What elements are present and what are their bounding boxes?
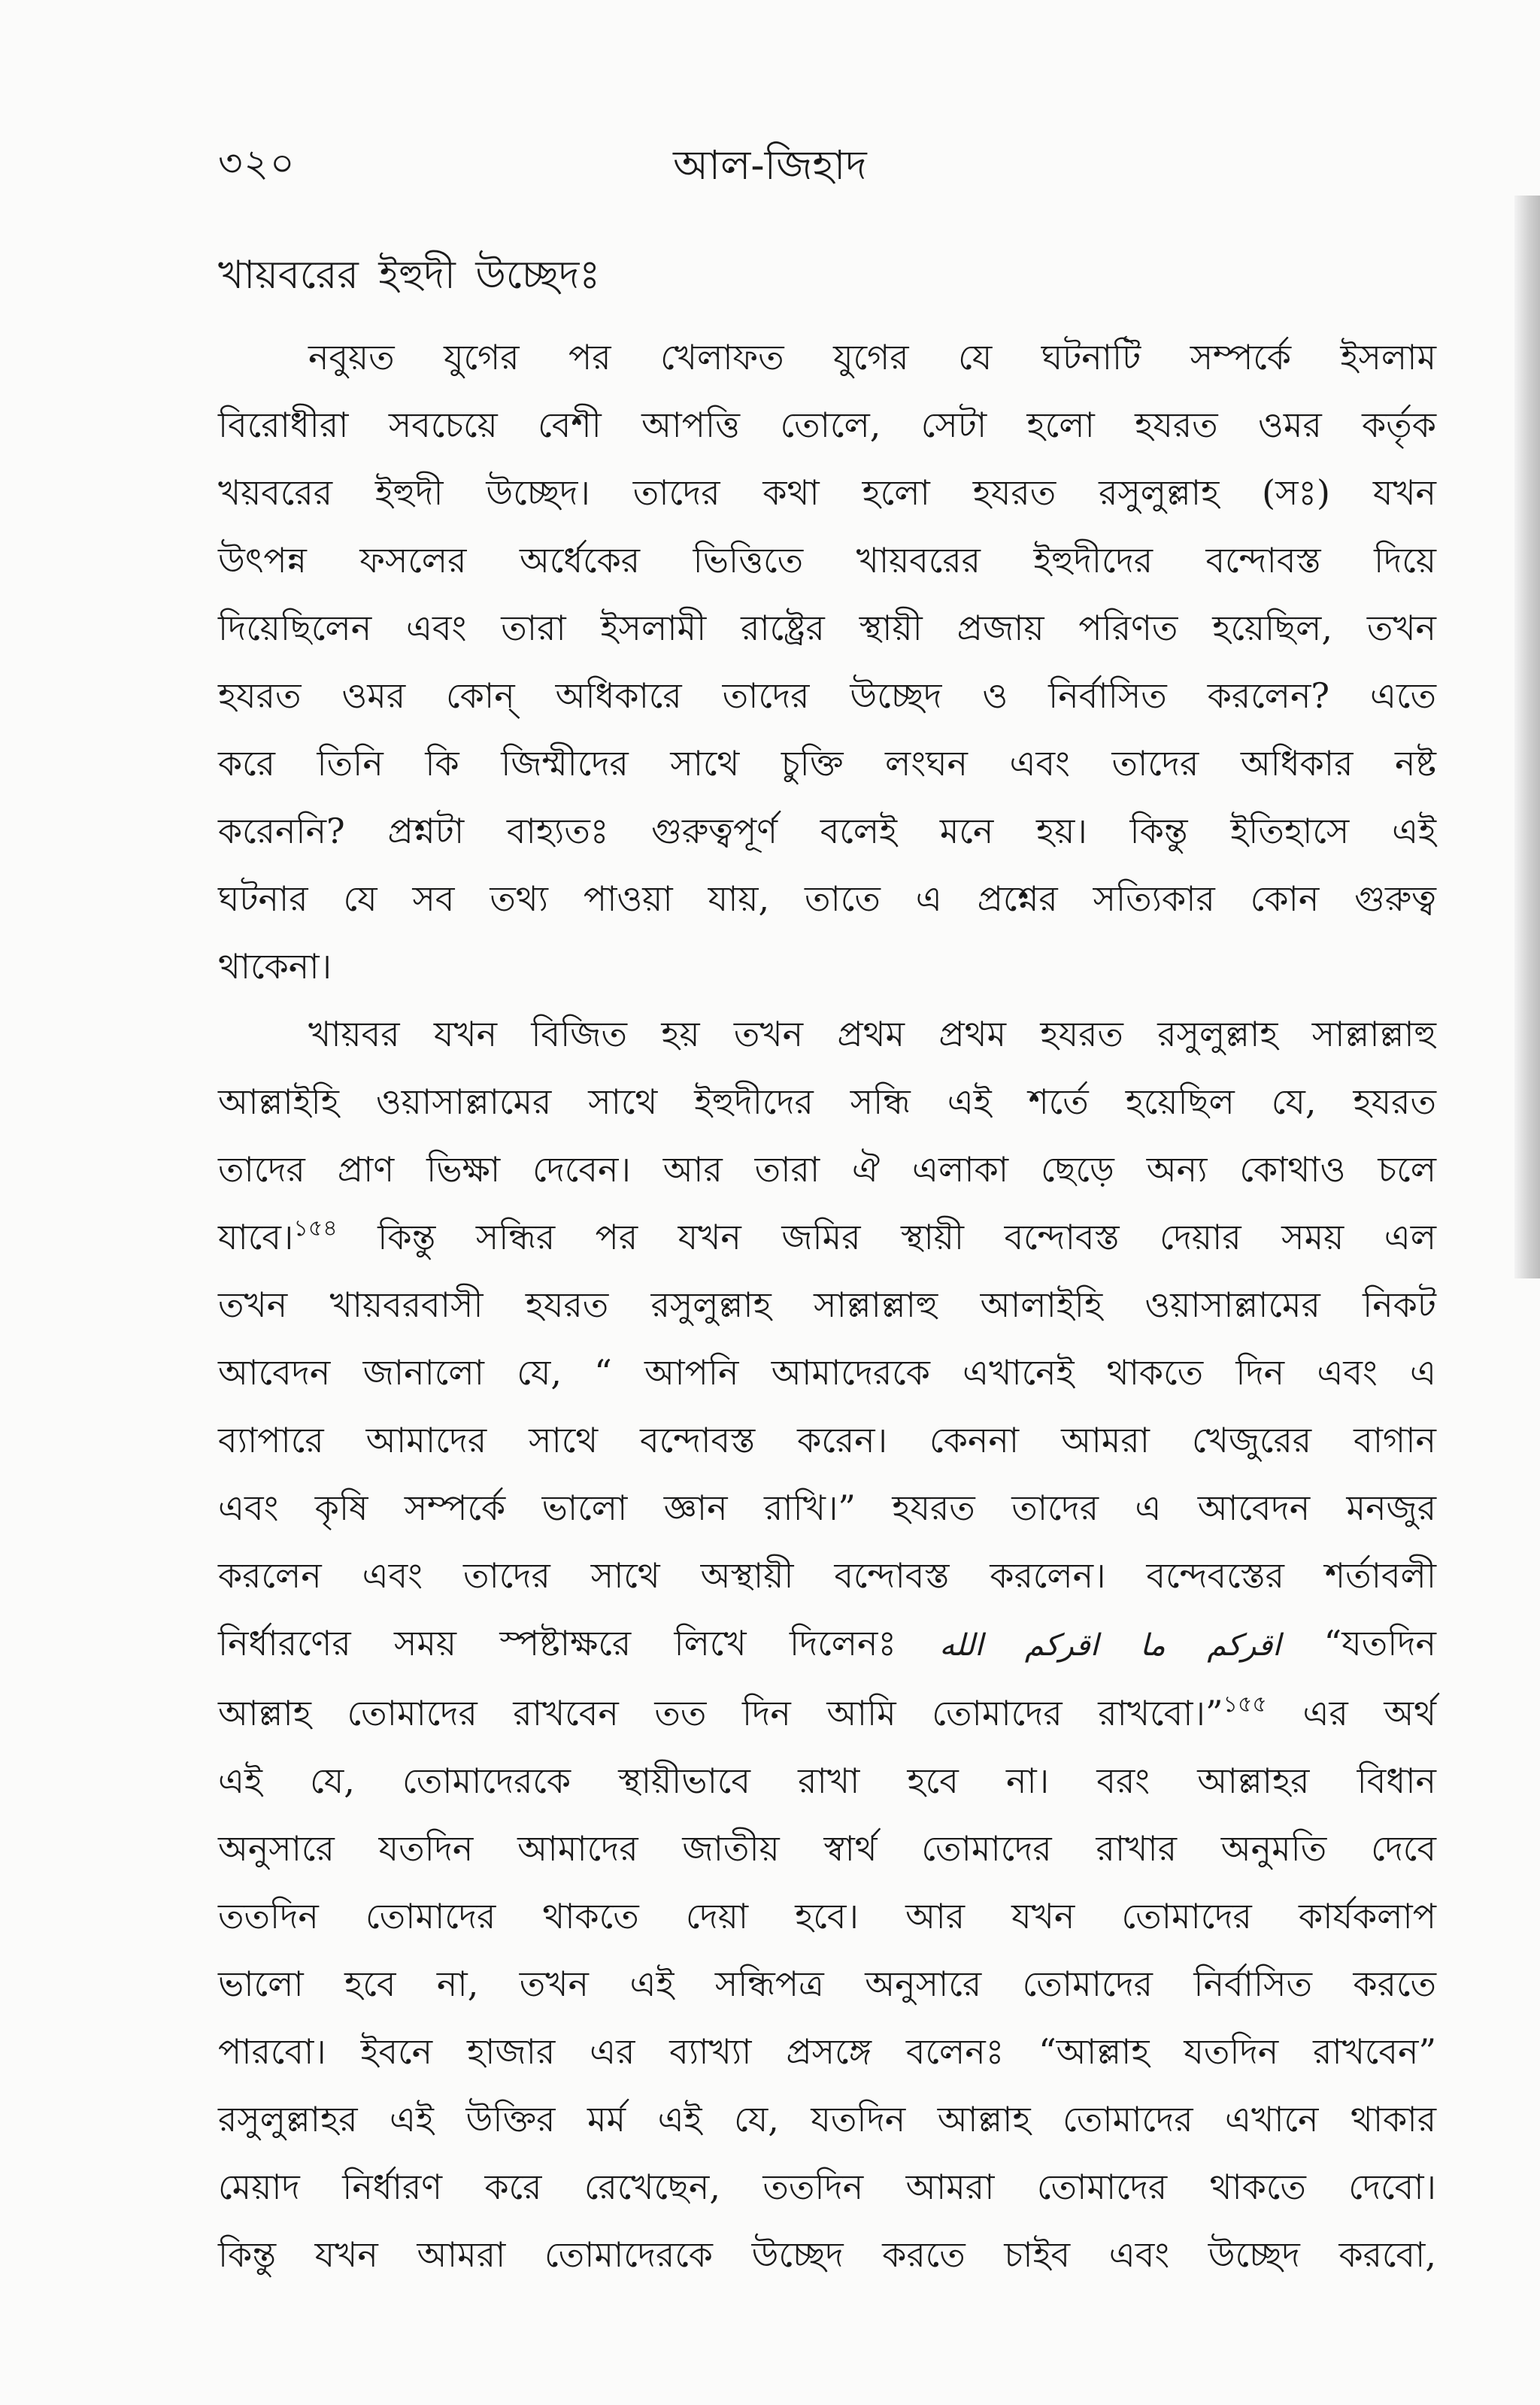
text-line: করলেন এবং তাদের সাথে অস্থায়ী বন্দোবস্ত করলেন। বন্দেবস্তের শর্তাবলী: [218, 1555, 1436, 1596]
page-edge-shadow: [1514, 196, 1540, 1278]
text-line: [218, 1679, 1436, 1747]
text-line: করেননি? প্রশ্নটা বাহ্যতঃ গুরুত্বপূর্ণ বলেই মনে হয়। কিন্তু ইতিহাসে এই: [218, 811, 1436, 851]
text-line: কিন্তু যখন আমরা তোমাদেরকে উচ্ছেদ করতে চাইব এবং উচ্ছেদ করবো,: [218, 2234, 1436, 2275]
text-line: ততদিন তোমাদের থাকতে দেয়া হবে। আর যখন তোমাদের কার্যকলাপ: [218, 1896, 1436, 1936]
text-line: এবং কৃষি সম্পর্কে ভালো জ্ঞান রাখি।” হযরত তাদের এ আবেদন মনজুর: [218, 1488, 1436, 1528]
text-line: নবুয়ত যুগের পর খেলাফত যুগের যে ঘটনাটি সম্পর্কে ইসলাম: [308, 337, 1436, 378]
text-line: ব্যাপারে আমাদের সাথে বন্দোবস্ত করেন। কেননা আমরা খেজুরের বাগান: [218, 1420, 1436, 1460]
text-line: খায়বর যখন বিজিত হয় তখন প্রথম প্রথম হযরত রসুলুল্লাহ সাল্লাল্লাহু: [308, 1014, 1436, 1054]
text-line: রসুলুল্লাহর এই উক্তির মর্ম এই যে, যতদিন আল্লাহ তোমাদের এখানে থাকার: [218, 2099, 1436, 2140]
text-line: খয়বরের ইহুদী উচ্ছেদ। তাদের কথা হলো হযরত রসুলুল্লাহ (সঃ) যখন: [218, 472, 1436, 513]
text-line: দিয়েছিলেন এবং তারা ইসলামী রাষ্ট্রের স্থায়ী প্রজায় পরিণত হয়েছিল, তখন: [218, 608, 1436, 648]
text-line: বিরোধীরা সবচেয়ে বেশী আপত্তি তোলে, সেটা হলো হযরত ওমর কর্তৃক: [218, 405, 1436, 445]
text-fragment: “যতদিন: [1281, 1623, 1436, 1663]
text-line: করে তিনি কি জিম্মীদের সাথে চুক্তি লংঘন এবং তাদের অধিকার নষ্ট: [218, 743, 1436, 784]
text-line: এই যে, তোমাদেরকে স্থায়ীভাবে রাখা হবে না। বরং আল্লাহর বিধান: [218, 1761, 1436, 1801]
text-fragment: নির্ধারণের সময় স্পষ্টাক্ষরে লিখে দিলেনঃ: [218, 1623, 940, 1663]
text-line: থাকেনা।: [218, 946, 332, 987]
text-line: ভালো হবে না, তখন এই সন্ধিপত্র অনুসারে তোমাদের নির্বাসিত করতে: [218, 1964, 1436, 2004]
text-line: তাদের প্রাণ ভিক্ষা দেবেন। আর তারা ঐ এলাকা ছেড়ে অন্য কোথাও চলে: [218, 1149, 1436, 1190]
text-line: ঘটনার যে সব তথ্য পাওয়া যায়, তাতে এ প্রশ্নের সত্যিকার কোন গুরুত্ব: [218, 878, 1436, 919]
text-line: উৎপন্ন ফসলের অর্ধেকের ভিত্তিতে খায়বরের ইহুদীদের বন্দোবস্ত দিয়ে: [218, 540, 1436, 581]
running-title: আল-জিহাদ: [673, 141, 867, 189]
footnote-marker-155: ১৫৫: [1223, 1691, 1267, 1718]
paragraph-1: [218, 323, 1436, 1000]
text-line: আবেদন জানালো যে, “ আপনি আমাদেরকে এখানেই থাকতে দিন এবং এ: [218, 1352, 1436, 1393]
text-line: আল্লাইহি ওয়াসাল্লামের সাথে ইহুদীদের সন্ধি এই শর্তে হয়েছিল যে, হযরত: [218, 1081, 1436, 1122]
paragraph-2: [218, 1000, 1436, 2288]
arabic-quote: اقركم ما اقركم الله: [939, 1628, 1281, 1663]
body-text: [218, 323, 1436, 2288]
text-line: [218, 1609, 1436, 1679]
text-line: মেয়াদ নির্ধারণ করে রেখেছেন, ততদিন আমরা তোমাদের থাকতে দেবো।: [218, 2167, 1436, 2207]
page-number: ৩২০: [218, 141, 296, 185]
text-fragment: এর অর্থ: [1266, 1693, 1436, 1733]
text-line: হযরত ওমর কোন্ অধিকারে তাদের উচ্ছেদ ও নির্বাসিত করলেন? এতে: [218, 675, 1436, 716]
text-line: অনুসারে যতদিন আমাদের জাতীয় স্বার্থ তোমাদের রাখার অনুমতি দেবে: [218, 1828, 1436, 1869]
text-fragment: কিন্তু সন্ধির পর যখন জমির স্থায়ী বন্দোবস্ত দেয়ার সময় এল: [337, 1217, 1436, 1257]
footnote-marker-154: ১৫৪: [293, 1215, 338, 1242]
text-fragment: যাবে।: [218, 1217, 294, 1257]
text-line: তখন খায়বরবাসী হযরত রসুলুল্লাহ সাল্লাল্লাহু আলাইহি ওয়াসাল্লামের নিকট: [218, 1284, 1436, 1325]
text-line: পারবো। ইবনে হাজার এর ব্যাখ্যা প্রসঙ্গে বলেনঃ “আল্লাহ যতদিন রাখবেন”: [218, 2031, 1436, 2072]
text-fragment: আল্লাহ তোমাদের রাখবেন তত দিন আমি তোমাদের রাখবো।”: [218, 1693, 1223, 1733]
section-heading: খায়বরের ইহুদী উচ্ছেদঃ: [218, 253, 601, 298]
text-line: [218, 1203, 1436, 1271]
